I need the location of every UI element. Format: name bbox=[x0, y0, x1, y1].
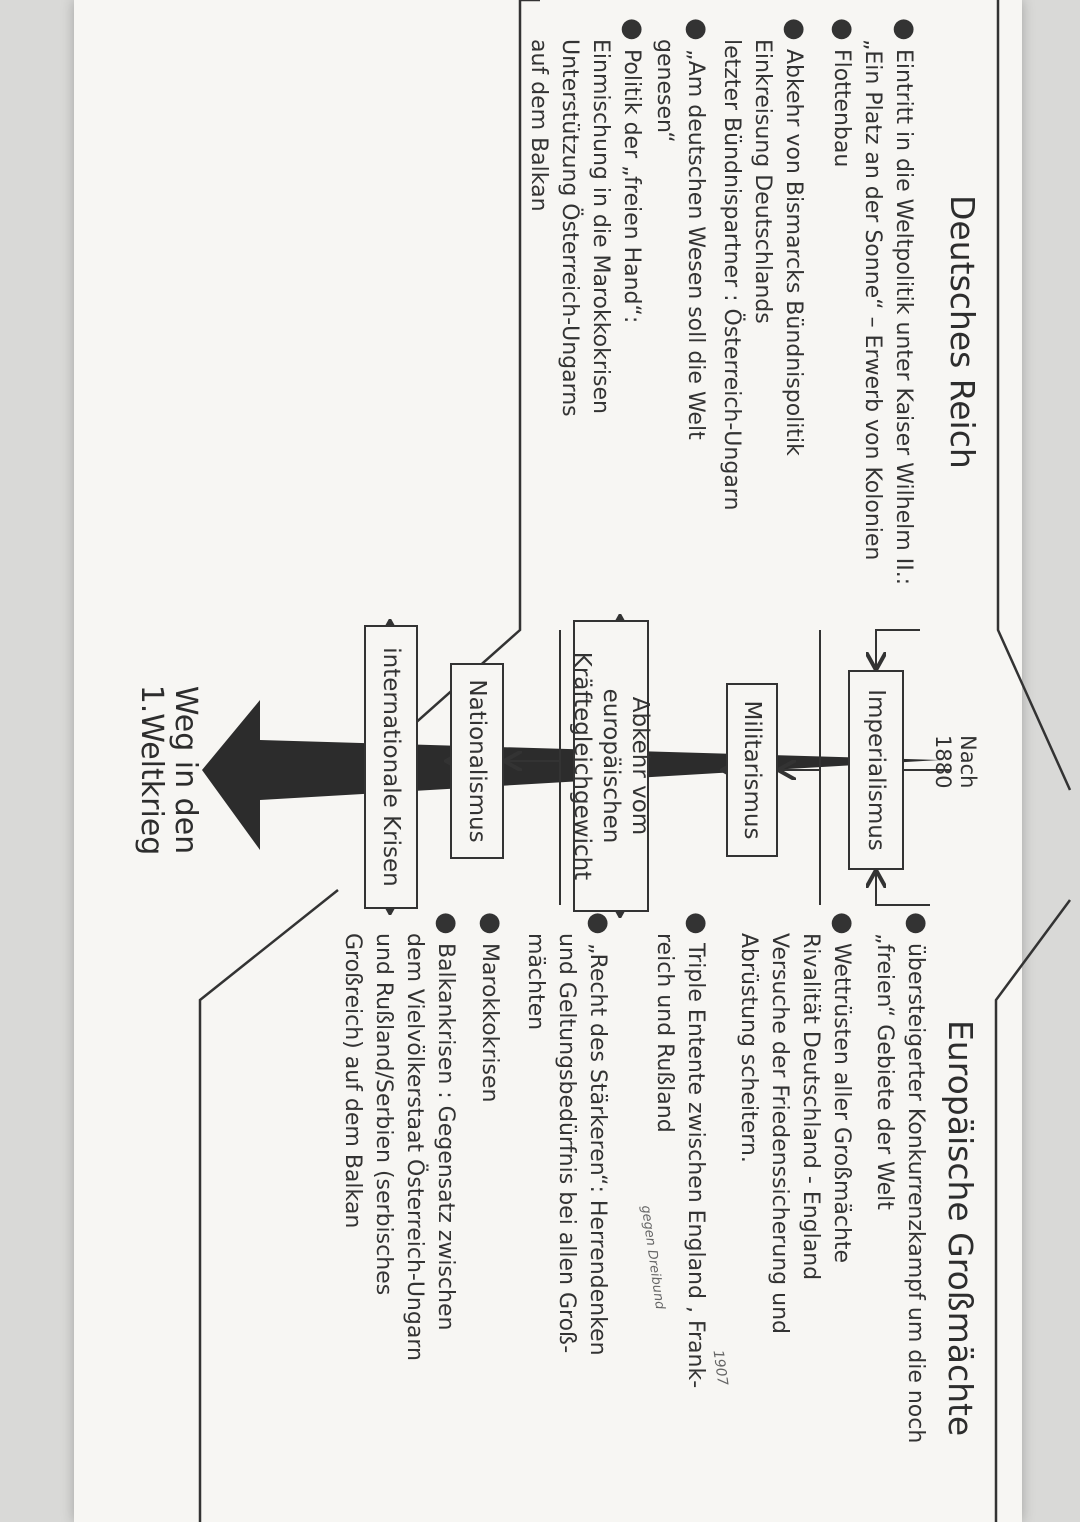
box-nationalismus bbox=[450, 663, 504, 859]
goal-label-line-1: Weg in den bbox=[168, 685, 203, 855]
arrow-left-to-imperialismus bbox=[876, 630, 920, 668]
box-militarismus-label: Militarismus bbox=[739, 700, 766, 840]
box-internationale-krisen bbox=[364, 625, 418, 909]
arrow-right-to-imperialismus bbox=[876, 872, 930, 905]
bullet: ● bbox=[828, 18, 858, 49]
box-kraeftegleichgewicht bbox=[569, 620, 654, 912]
left-item-5-line-2: Einmischung in die Marokkokrisen bbox=[588, 39, 613, 414]
goal-label bbox=[134, 680, 202, 860]
right-item-2-line-2: Rivalität Deutschland - England bbox=[798, 933, 823, 1281]
left-item-4 bbox=[649, 18, 712, 440]
box-imperialismus-label: Imperialismus bbox=[863, 689, 890, 851]
right-panel-border-bottom bbox=[200, 890, 338, 1522]
left-item-2-line-1: Flottenbau bbox=[829, 48, 854, 168]
handwritten-note: gegen Dreibund bbox=[637, 1204, 668, 1311]
left-item-3 bbox=[716, 18, 810, 510]
right-item-1 bbox=[869, 912, 932, 1443]
left-panel-title: Deutsches Reich bbox=[943, 195, 982, 469]
right-item-4 bbox=[520, 912, 614, 1356]
left-item-5 bbox=[523, 18, 648, 417]
right-item-1-line-2: „freien“ Gebiete der Welt bbox=[872, 933, 897, 1210]
right-item-6 bbox=[337, 912, 462, 1361]
left-item-4-line-2: genesen“ bbox=[652, 39, 677, 143]
bullet: ● bbox=[682, 18, 712, 49]
box-internationale-krisen-label: internationale Krisen bbox=[378, 647, 405, 887]
bullet: ● bbox=[584, 912, 614, 943]
left-item-5-line-4: auf dem Balkan bbox=[526, 39, 551, 212]
right-item-2-line-4: Abrüstung scheitern. bbox=[736, 933, 761, 1163]
right-item-1-line-1: übersteigerter Konkurrenzkampf um die noch bbox=[903, 942, 928, 1444]
right-panel-border-top bbox=[996, 900, 1070, 1522]
left-item-5-line-3: Unterstützung Österreich-Ungarns bbox=[557, 39, 582, 417]
right-item-2-line-3: Versuche der Friedenssicherung und bbox=[767, 933, 792, 1334]
right-item-6-line-4: Großreich) auf dem Balkan bbox=[340, 933, 365, 1229]
right-item-4-line-3: mächten bbox=[523, 933, 548, 1031]
right-item-4-line-1: „Recht des Stärkeren“: Herrendenken bbox=[585, 942, 610, 1356]
goal-label-line-2: 1.Weltkrieg bbox=[134, 684, 169, 856]
left-item-3-line-3: letzter Bündnispartner : Österreich-Ungarn bbox=[719, 39, 744, 511]
bullet: ● bbox=[890, 18, 920, 49]
right-item-2-line-1: Wettrüsten aller Großmächte bbox=[829, 942, 854, 1264]
left-item-3-line-2: Einkreisung Deutschlands bbox=[750, 39, 775, 324]
box-imperialismus bbox=[848, 670, 904, 870]
left-item-1 bbox=[857, 18, 920, 585]
left-item-1-line-2: „Ein Platz an der Sonne“ – Erwerb von Kolonien bbox=[860, 39, 885, 561]
time-label-line-2: 1880 bbox=[931, 735, 955, 789]
right-item-3-line-1: Triple Entente zwischen England , Frank- bbox=[683, 942, 708, 1389]
right-item-6-line-3: und Rußland/Serbien (serbisches bbox=[371, 933, 396, 1296]
arrow-left-to-militarismus bbox=[780, 630, 820, 770]
bullet: ● bbox=[432, 912, 462, 943]
box-kraeftegleichgewicht-line-2: Kräftegleichgewicht bbox=[569, 651, 596, 881]
left-item-2 bbox=[826, 18, 858, 167]
right-item-2 bbox=[733, 912, 858, 1334]
time-label bbox=[930, 735, 980, 789]
box-kraeftegleichgewicht-line-1: Abkehr vom europäischen bbox=[598, 688, 654, 844]
bullet: ● bbox=[780, 18, 810, 49]
right-panel-title: Europäische Großmächte bbox=[941, 1020, 980, 1437]
right-item-6-line-1: Balkankrisen : Gegensatz zwischen bbox=[433, 942, 458, 1331]
box-nationalismus-label: Nationalismus bbox=[464, 679, 491, 843]
right-item-4-line-2: und Geltungsbedürfnis bei allen Groß- bbox=[554, 933, 579, 1354]
right-item-5-line-1: Marokkokrisen bbox=[477, 942, 502, 1103]
bullet: ● bbox=[902, 912, 932, 943]
left-panel-border-top bbox=[998, 0, 1070, 790]
left-item-4-line-1: „Am deutschen Wesen soll die Welt bbox=[683, 48, 708, 440]
right-item-6-line-2: dem Vielvölkerstaat Österreich-Ungarn bbox=[402, 933, 427, 1361]
right-item-3-line-2: reich und Rußland bbox=[652, 933, 677, 1133]
box-militarismus bbox=[726, 683, 778, 857]
bullet: ● bbox=[476, 912, 506, 943]
timeline-arrow-head bbox=[202, 700, 260, 850]
handwritten-year: 1907 bbox=[709, 1349, 731, 1387]
right-item-3 bbox=[649, 912, 712, 1388]
bullet: ● bbox=[618, 18, 648, 49]
bullet: ● bbox=[828, 912, 858, 943]
bullet: ● bbox=[682, 912, 712, 943]
time-label-line-1: Nach bbox=[956, 735, 980, 789]
right-item-5 bbox=[474, 912, 506, 1102]
arrow-left-to-nationalismus bbox=[506, 630, 560, 761]
left-item-3-line-1: Abkehr von Bismarcks Bündnispolitik bbox=[781, 48, 806, 456]
left-item-5-line-1: Politik der „freien Hand“: bbox=[619, 48, 644, 324]
left-item-1-line-1: Eintritt in die Weltpolitik unter Kaiser Wilhelm II.: bbox=[891, 48, 916, 586]
